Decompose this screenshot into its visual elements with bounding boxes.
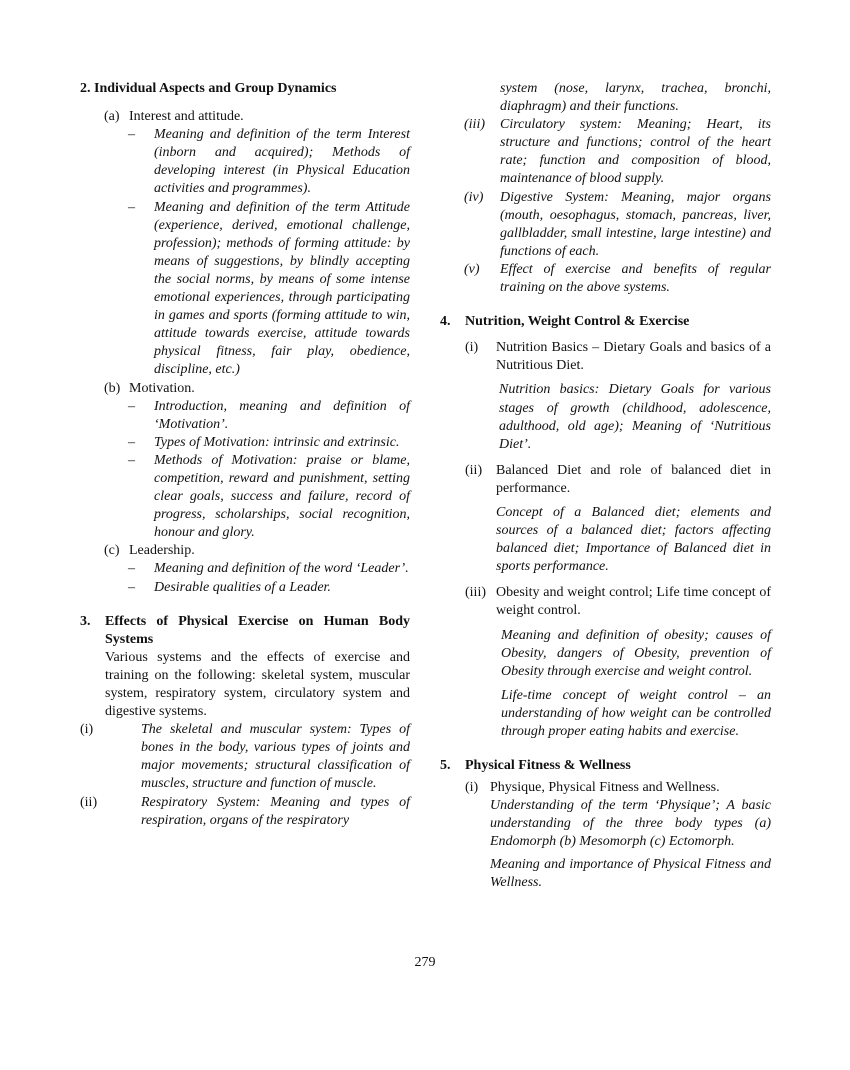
dash-bullet: – bbox=[128, 127, 135, 143]
subsection-b bbox=[104, 380, 410, 398]
subsection-description: Concept of a Balanced diet; elements and sources of a balanced diet; factors affecting balanced diet; Importance of Balanced diet in sports performance. bbox=[496, 504, 771, 575]
list-item-text: Respiratory System: Meaning and types of respiration, organs of the respiratory bbox=[141, 794, 410, 828]
list-item bbox=[464, 116, 771, 188]
list-item-text: Circulatory system: Meaning; Heart, its structure and functions; control of the heart rate; function and composition of blood, maintenance of blood supply. bbox=[500, 117, 771, 187]
list-item bbox=[128, 579, 410, 597]
dash-bullet: – bbox=[128, 199, 135, 215]
subsection-marker: (b) bbox=[104, 380, 121, 396]
roman-marker: (v) bbox=[464, 261, 480, 277]
list-item-text: The skeletal and muscular system: Types of bones in the body, various types of joints and major movements; structural classification of muscles, structure and function of muscle. bbox=[141, 722, 410, 792]
left-column bbox=[80, 80, 410, 830]
section-number: 4. bbox=[440, 314, 451, 330]
list-item bbox=[80, 721, 410, 793]
subsection-description: Nutrition basics: Dietary Goals for various stages of growth (childhood, adolescence, adulthood, old age); Meaning of ‘Nutritious Diet’. bbox=[499, 382, 771, 452]
list-item bbox=[128, 560, 410, 578]
subsection-marker: (c) bbox=[104, 543, 120, 559]
right-column bbox=[440, 80, 771, 892]
list-item bbox=[128, 199, 410, 380]
list-item-text: Desirable qualities of a Leader. bbox=[154, 579, 331, 595]
list-item bbox=[80, 794, 410, 830]
list-item bbox=[464, 261, 771, 297]
roman-marker: (i) bbox=[465, 780, 479, 796]
section-title: Physical Fitness & Wellness bbox=[465, 758, 631, 774]
list-item-text: Meaning and definition of the word ‘Leader’. bbox=[154, 561, 409, 577]
continued-text: system (nose, larynx, trachea, bronchi, diaphragm) and their functions. bbox=[500, 81, 771, 115]
dash-bullet: – bbox=[128, 579, 135, 595]
list-item bbox=[128, 452, 410, 542]
subsection-i bbox=[465, 779, 771, 797]
subsection-title: Nutrition Basics – Dietary Goals and basics of a Nutritious Diet. bbox=[496, 340, 771, 374]
subsection-i bbox=[465, 339, 771, 375]
subsection-title: Obesity and weight control; Life time concept of weight control. bbox=[496, 585, 771, 619]
section-5-heading bbox=[440, 757, 771, 775]
roman-marker: (ii) bbox=[465, 462, 483, 478]
subsection-title: Motivation. bbox=[129, 380, 195, 396]
section-title: Individual Aspects and Group Dynamics bbox=[94, 81, 337, 96]
subsection-title: Physique, Physical Fitness and Wellness. bbox=[490, 780, 720, 796]
subsection-ii bbox=[465, 462, 771, 498]
subsection-marker: (a) bbox=[104, 109, 120, 125]
list-item-text: Introduction, meaning and definition of ‘Motivation’. bbox=[154, 398, 410, 432]
section-number: 2. bbox=[80, 81, 91, 96]
subsection-c bbox=[104, 542, 410, 560]
subsection-title: Balanced Diet and role of balanced diet in performance. bbox=[496, 462, 771, 496]
subsection-description: Understanding of the term ‘Physique’; A basic understanding of the three body types (a) Endomorph (b) Mesomorph (c) Ectomorph. bbox=[490, 798, 771, 850]
section-3-heading bbox=[80, 613, 410, 649]
section-number: 5. bbox=[440, 758, 451, 774]
dash-bullet: – bbox=[128, 452, 135, 468]
list-item-text: Meaning and definition of the term Interest (inborn and acquired); Methods of developing interest (in Physical Education activities and programmes). bbox=[154, 127, 410, 197]
list-item-text: Types of Motivation: intrinsic and extrinsic. bbox=[154, 434, 400, 450]
section-intro: Various systems and the effects of exercise and training on the following: skeletal system, muscular system, respiratory system, circulatory system and digestive systems. bbox=[105, 649, 410, 720]
list-item bbox=[464, 189, 771, 261]
page-number: 279 bbox=[414, 955, 436, 970]
roman-marker: (ii) bbox=[80, 794, 98, 810]
roman-marker: (iii) bbox=[464, 117, 485, 133]
subsection-title: Leadership. bbox=[129, 543, 195, 559]
section-number: 3. bbox=[80, 613, 91, 629]
list-item-text: Effect of exercise and benefits of regular training on the above systems. bbox=[500, 261, 771, 296]
section-title: Nutrition, Weight Control & Exercise bbox=[465, 314, 690, 330]
subsection-iii bbox=[465, 584, 771, 620]
section-2-heading bbox=[80, 80, 410, 98]
list-item bbox=[128, 398, 410, 434]
subsection-description: Meaning and importance of Physical Fitness and Wellness. bbox=[490, 856, 771, 890]
dash-bullet: – bbox=[128, 434, 135, 450]
list-item-text: Methods of Motivation: praise or blame, competition, reward and punishment, setting clear goals, success and failure, record of progress, scholarships, social recognition, honour and glory. bbox=[154, 452, 410, 541]
list-item bbox=[128, 434, 410, 452]
dash-bullet: – bbox=[128, 398, 135, 414]
subsection-description: Life-time concept of weight control – an understanding of how weight can be controlled through proper eating habits and exercise. bbox=[501, 687, 771, 739]
list-item bbox=[128, 126, 410, 198]
dash-bullet: – bbox=[128, 561, 135, 577]
section-4-heading bbox=[440, 313, 771, 331]
list-item-text: Digestive System: Meaning, major organs (mouth, oesophagus, stomach, pancreas, liver, gallbladder, small intestine, large intestine) and functions of each. bbox=[500, 189, 771, 259]
section-title: Effects of Physical Exercise on Human Body Systems bbox=[105, 613, 410, 647]
subsection-title: Interest and attitude. bbox=[129, 109, 244, 125]
subsection-a bbox=[104, 108, 410, 126]
roman-marker: (i) bbox=[465, 340, 479, 356]
roman-marker: (iv) bbox=[464, 189, 484, 205]
roman-marker: (i) bbox=[80, 722, 94, 738]
list-item-text: Meaning and definition of the term Attitude (experience, derived, emotional challenge, profession); methods of forming attitude: by means of suggestions, by blindly accepting the social norms, by means of some intense emotional experiences, through participating in games and sports (forming attitude to win, attitude towards exercise, attitude towards physical fitness, fair play, obedience, discipline, etc.) bbox=[154, 199, 410, 378]
roman-marker: (iii) bbox=[465, 585, 486, 601]
subsection-description: Meaning and definition of obesity; causes of Obesity, dangers of Obesity, prevention of Obesity through exercise and weight control. bbox=[501, 627, 771, 679]
